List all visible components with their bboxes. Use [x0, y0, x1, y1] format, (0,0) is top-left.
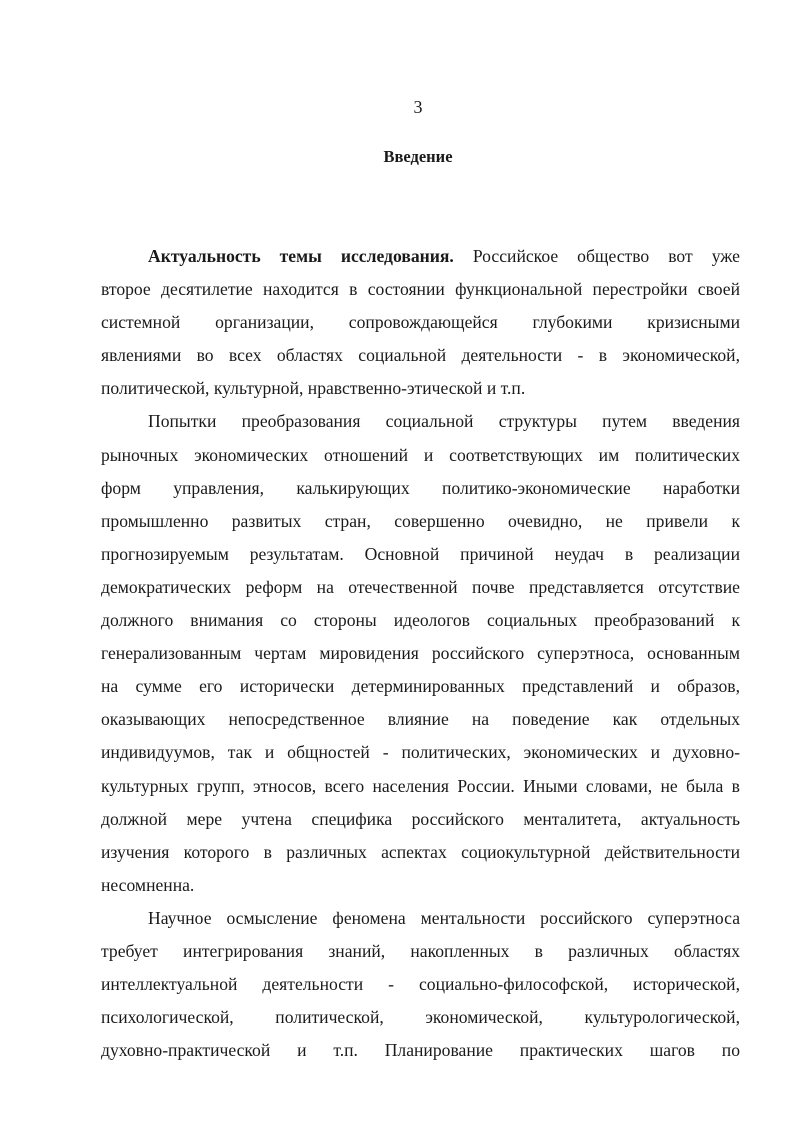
text-line: должного внимания со стороны идеологов социальных преобразований к	[101, 610, 740, 631]
text-line: явлениями во всех областях социальной деятельности - в экономической,	[101, 345, 740, 366]
line-text: Российское общество вот уже	[453, 246, 740, 266]
text-line: политической, культурной, нравственно-этической и т.п.	[101, 378, 526, 399]
text-line: форм управления, калькирующих политико-экономические наработки	[101, 477, 740, 498]
text-line: генерализованным чертам мировидения российского суперэтноса, основанным	[101, 643, 740, 664]
text-line: интеллектуальной деятельности - социально-философской, исторической,	[101, 974, 740, 995]
text-line: оказывающих непосредственное влияние на поведение как отдельных	[101, 709, 740, 730]
text-line: изучения которого в различных аспектах социокультурной действительности	[101, 841, 740, 862]
text-line: на сумме его исторически детерминированных представлений и образов,	[101, 676, 740, 697]
body-text	[101, 242, 740, 1069]
section-heading: Введение	[383, 147, 453, 166]
text-line: промышленно развитых стран, совершенно очевидно, не привели к	[101, 510, 740, 531]
text-line	[101, 242, 740, 275]
text-line: Научное осмысление феномена ментальности российского суперэтноса	[148, 907, 740, 928]
text-line: индивидуумов, так и общностей - политических, экономических и духовно-	[101, 742, 740, 763]
text-line: Попытки преобразования социальной структуры путем введения	[148, 411, 740, 432]
text-line: рыночных экономических отношений и соответствующих им политических	[101, 444, 740, 465]
text-line: второе десятилетие находится в состоянии функциональной перестройки своей	[101, 279, 740, 300]
text-line: демократических реформ на отечественной почве представляется отсутствие	[101, 576, 740, 597]
text-line: психологической, политической, экономической, культурологической,	[101, 1007, 740, 1028]
text-line: прогнозируемым результатам. Основной причиной неудач в реализации	[101, 543, 740, 564]
text-line: несомненна.	[101, 874, 195, 895]
text-line: системной организации, сопровождающейся глубокими кризисными	[101, 312, 740, 333]
text-line: культурных групп, этносов, всего населения России. Иными словами, не была в	[101, 775, 740, 796]
text-line: духовно-практической и т.п. Планирование практических шагов по	[101, 1040, 740, 1061]
bold-lead: Актуальность темы исследования.	[148, 246, 454, 266]
text-line: требует интегрирования знаний, накопленных в различных областях	[101, 940, 740, 961]
page-number: 3	[413, 97, 423, 117]
text-line: должной мере учтена специфика российского менталитета, актуальность	[101, 808, 740, 829]
